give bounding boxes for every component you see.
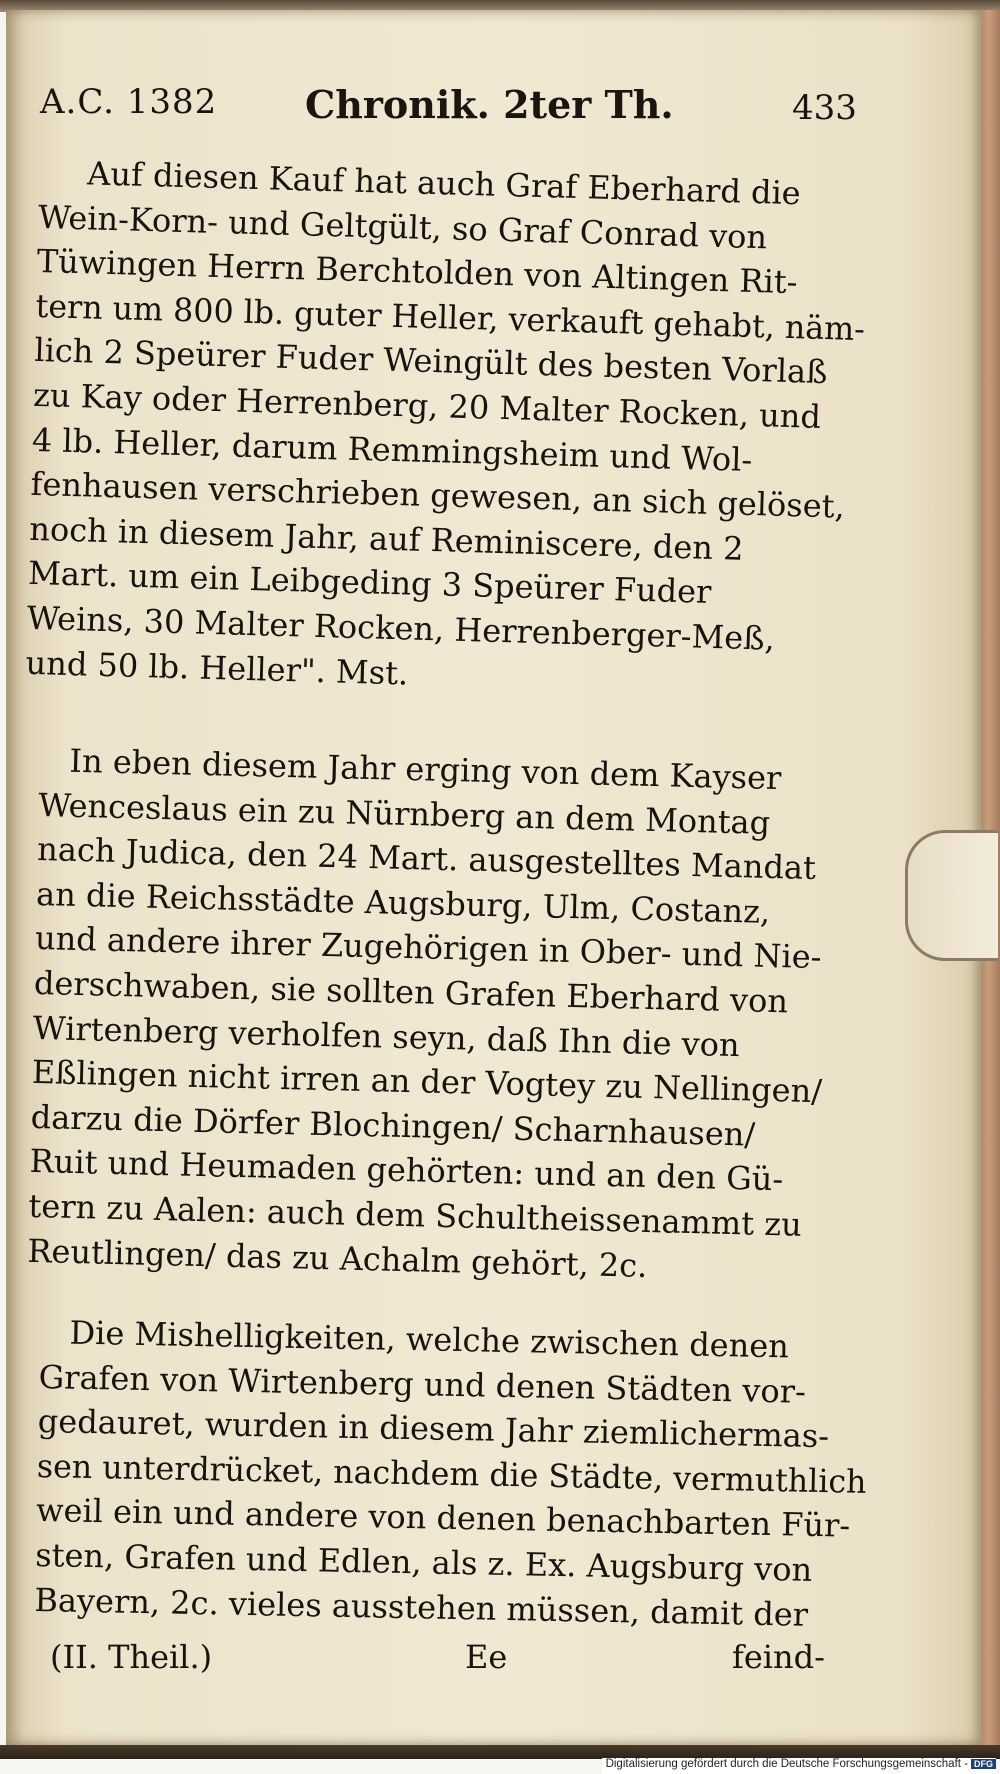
text-line: tern zu Aalen: auch dem Schultheissenammt zu	[28, 1186, 803, 1244]
text-line: 4 lb. Heller, darum Remmingsheim und Wol-	[31, 420, 753, 479]
text-line: Reutlingen/ das zu Achalm gehört, 2c.	[27, 1231, 648, 1285]
bookmark-tab	[905, 830, 998, 961]
text-line: nach Judica, den 24 Mart. ausgestelltes Mandat	[36, 830, 817, 888]
dfg-logo: DFG	[971, 1759, 996, 1769]
text-line: Eßlingen nicht irren an der Vogtey zu Nellingen/	[31, 1053, 823, 1111]
paragraph-2	[27, 738, 870, 1293]
paragraph-3	[34, 1310, 870, 1638]
book-bottom-edge	[0, 1745, 1000, 1759]
text-line: und 50 lb. Heller". Mst.	[25, 643, 409, 693]
text-line: gedauret, wurden in diesem Jahr ziemlichermas-	[37, 1402, 830, 1456]
signature-mark: Ee	[465, 1638, 508, 1676]
volume-part: (II. Theil.)	[50, 1638, 213, 1676]
page-footer	[50, 1638, 830, 1688]
text-line: In eben diesem Jahr erging von dem Kayser	[68, 741, 782, 798]
text-line: derschwaben, sie sollten Grafen Eberhard von	[33, 963, 789, 1021]
header-year: A.C. 1382	[40, 82, 218, 122]
page-number: 433	[792, 88, 857, 128]
text-line: fenhausen verschrieben gewesen, an sich gelöset,	[30, 465, 846, 526]
text-line: Wirtenberg verholfen seyn, daß Ihn die von	[32, 1008, 741, 1064]
text-line: lich 2 Speürer Fuder Weingült des besten Vorlaß	[33, 331, 828, 392]
text-line: Grafen von Wirtenberg und denen Städten vor-	[38, 1357, 807, 1411]
paragraph-1	[25, 150, 870, 708]
text-line: weil ein und andere von denen benachbarten Für-	[35, 1491, 851, 1545]
text-line: Mart. um ein Leibgeding 3 Speürer Fuder	[27, 554, 712, 612]
text-line: und andere ihrer Zugehörigen in Ober- und Nie-	[34, 919, 822, 977]
running-header	[40, 82, 870, 132]
digitization-credit	[602, 1758, 996, 1774]
text-line: sen unterdrücket, nachdem die Städte, vermuthlich	[36, 1446, 867, 1501]
text-line: Weins, 30 Malter Rocken, Herrenberger-Meß,	[26, 598, 776, 658]
text-line: zu Kay oder Herrenberg, 20 Malter Rocken, und	[32, 375, 822, 436]
header-title: Chronik. 2ter Th.	[305, 82, 674, 127]
text-line: Auf diesen Kauf hat auch Graf Eberhard die	[86, 154, 802, 213]
text-line: Bayern, 2c. vieles ausstehen müssen, damit der	[34, 1580, 809, 1634]
text-line: tern um 800 lb. guter Heller, verkauft gehabt, näm-	[35, 286, 866, 348]
text-line: Wein-Korn- und Geltgült, so Graf Conrad von	[37, 197, 768, 256]
text-line: Ruit und Heumaden gehörten: und an den Gü-	[29, 1142, 784, 1199]
text-line: an die Reichsstädte Augsburg, Ulm, Costanz,	[35, 874, 771, 931]
text-line: Wenceslaus ein zu Nürnberg an dem Montag	[37, 785, 771, 842]
text-line: sten, Grafen und Edlen, als z. Ex. Augsburg von	[34, 1535, 813, 1589]
text-line: Tüwingen Herrn Berchtolden von Altingen Rit-	[36, 242, 798, 302]
text-line: darzu die Dörfer Blochingen/ Scharnhausen/	[30, 1097, 756, 1154]
text-line: Die Mishelligkeiten, welche zwischen denen	[69, 1313, 790, 1366]
catchword: feind-	[732, 1638, 825, 1676]
text-line: noch in diesem Jahr, auf Reminiscere, den 2	[28, 509, 745, 568]
credit-text: Digitalisierung gefördert durch die Deutsche Forschungsgemeinschaft -	[605, 1758, 968, 1770]
